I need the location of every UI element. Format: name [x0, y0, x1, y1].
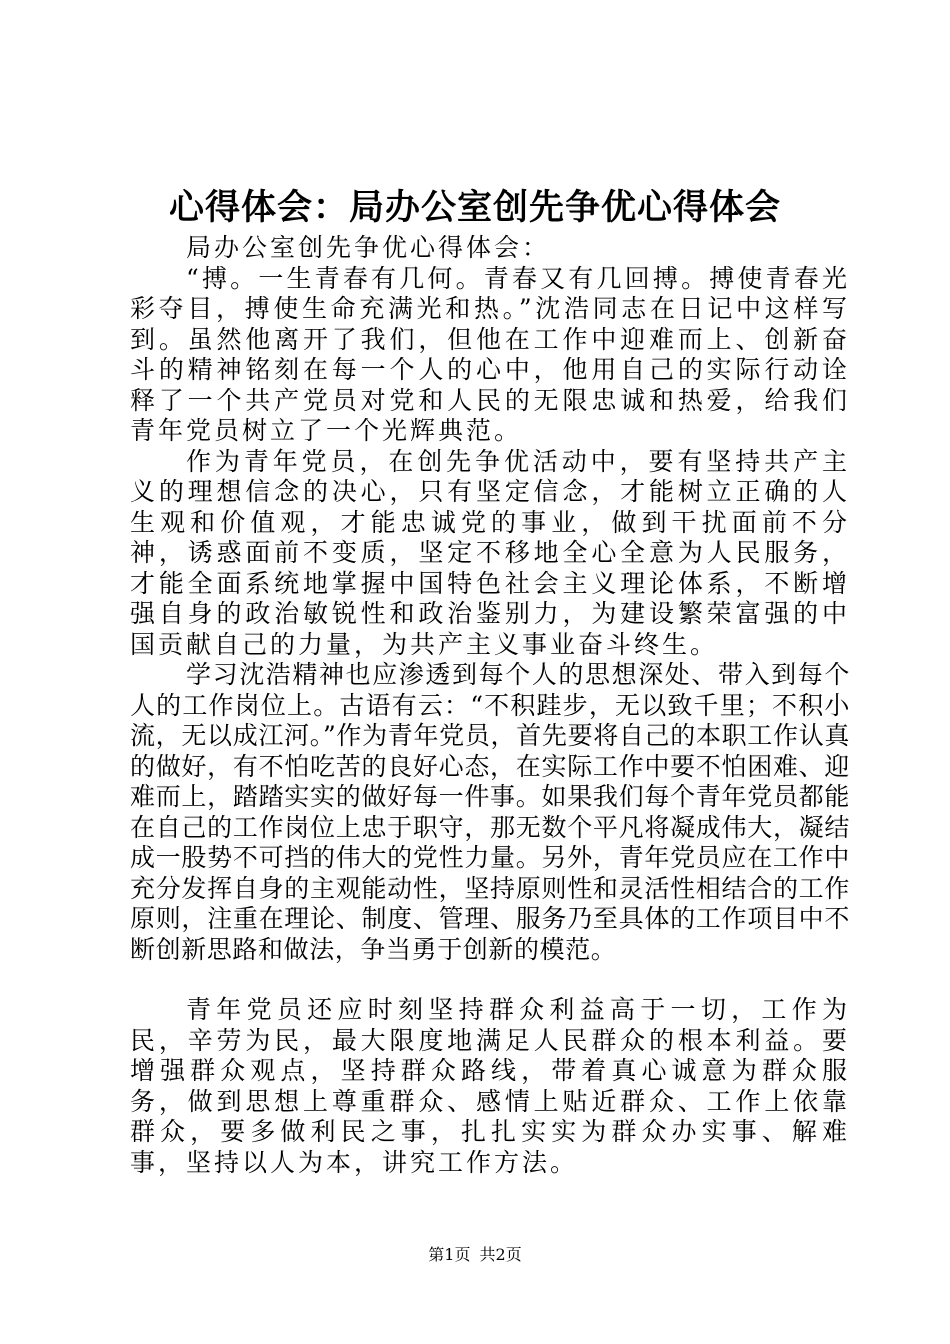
page-footer	[0, 1244, 950, 1266]
paragraph-2: 作为青年党员，在创先争优活动中，要有坚持共产主义的理想信念的决心，只有坚定信念，才能树立正确的人生观和价值观，才能忠诚党的事业，做到干扰面前不分神，诱惑面前不变质，坚定不移地全心全意为人民服务，才能全面系统地掌握中国特色社会主义理论体系，不断增强自身的政治敏锐性和政治鉴别力，为建设繁荣富强的中国贡献自己的力量，为共产主义事业奋斗终生。	[130, 446, 850, 659]
document-body	[130, 233, 850, 1178]
paragraph-1: “搏。一生青春有几何。青春又有几回搏。搏使青春光彩夺目，搏使生命充满光和热。”沈浩同志在日记中这样写到。虽然他离开了我们，但他在工作中迎难而上、创新奋斗的精神铭刻在每一个人的心中，他用自己的实际行动诠释了一个共产党员对党和人民的无限忠诚和热爱，给我们青年党员树立了一个光辉典范。	[130, 263, 850, 445]
document-title: 心得体会：局办公室创先争优心得体会	[168, 188, 781, 228]
paragraph-4: 青年党员还应时刻坚持群众利益高于一切，工作为民，辛劳为民，最大限度地满足人民群众的根本利益。要增强群众观点，坚持群众路线，带着真心诚意为群众服务，做到思想上尊重群众、感情上贴近群众、工作上依靠群众，要多做利民之事，扎扎实实为群众办实事、解难事，坚持以人为本，讲究工作方法。	[130, 995, 850, 1177]
page-number: 第1页	[428, 1245, 471, 1264]
paragraph-intro: 局办公室创先争优心得体会：	[186, 233, 551, 262]
paragraph-3: 学习沈浩精神也应渗透到每个人的思想深处、带入到每个人的工作岗位上。古语有云：“不积跬步，无以致千里；不积小流，无以成江河。”作为青年党员，首先要将自己的本职工作认真的做好，有不怕吃苦的良好心态，在实际工作中要不怕困难、迎难而上，踏踏实实的做好每一件事。如果我们每个青年党员都能在自己的工作岗位上忠于职守，那无数个平凡将凝成伟大，凝结成一股势不可挡的伟大的党性力量。另外，青年党员应在工作中充分发挥自身的主观能动性，坚持原则性和灵活性相结合的工作原则，注重在理论、制度、管理、服务乃至具体的工作项目中不断创新思路和做法，争当勇于创新的模范。	[130, 660, 850, 964]
page-total: 共2页	[479, 1245, 522, 1264]
